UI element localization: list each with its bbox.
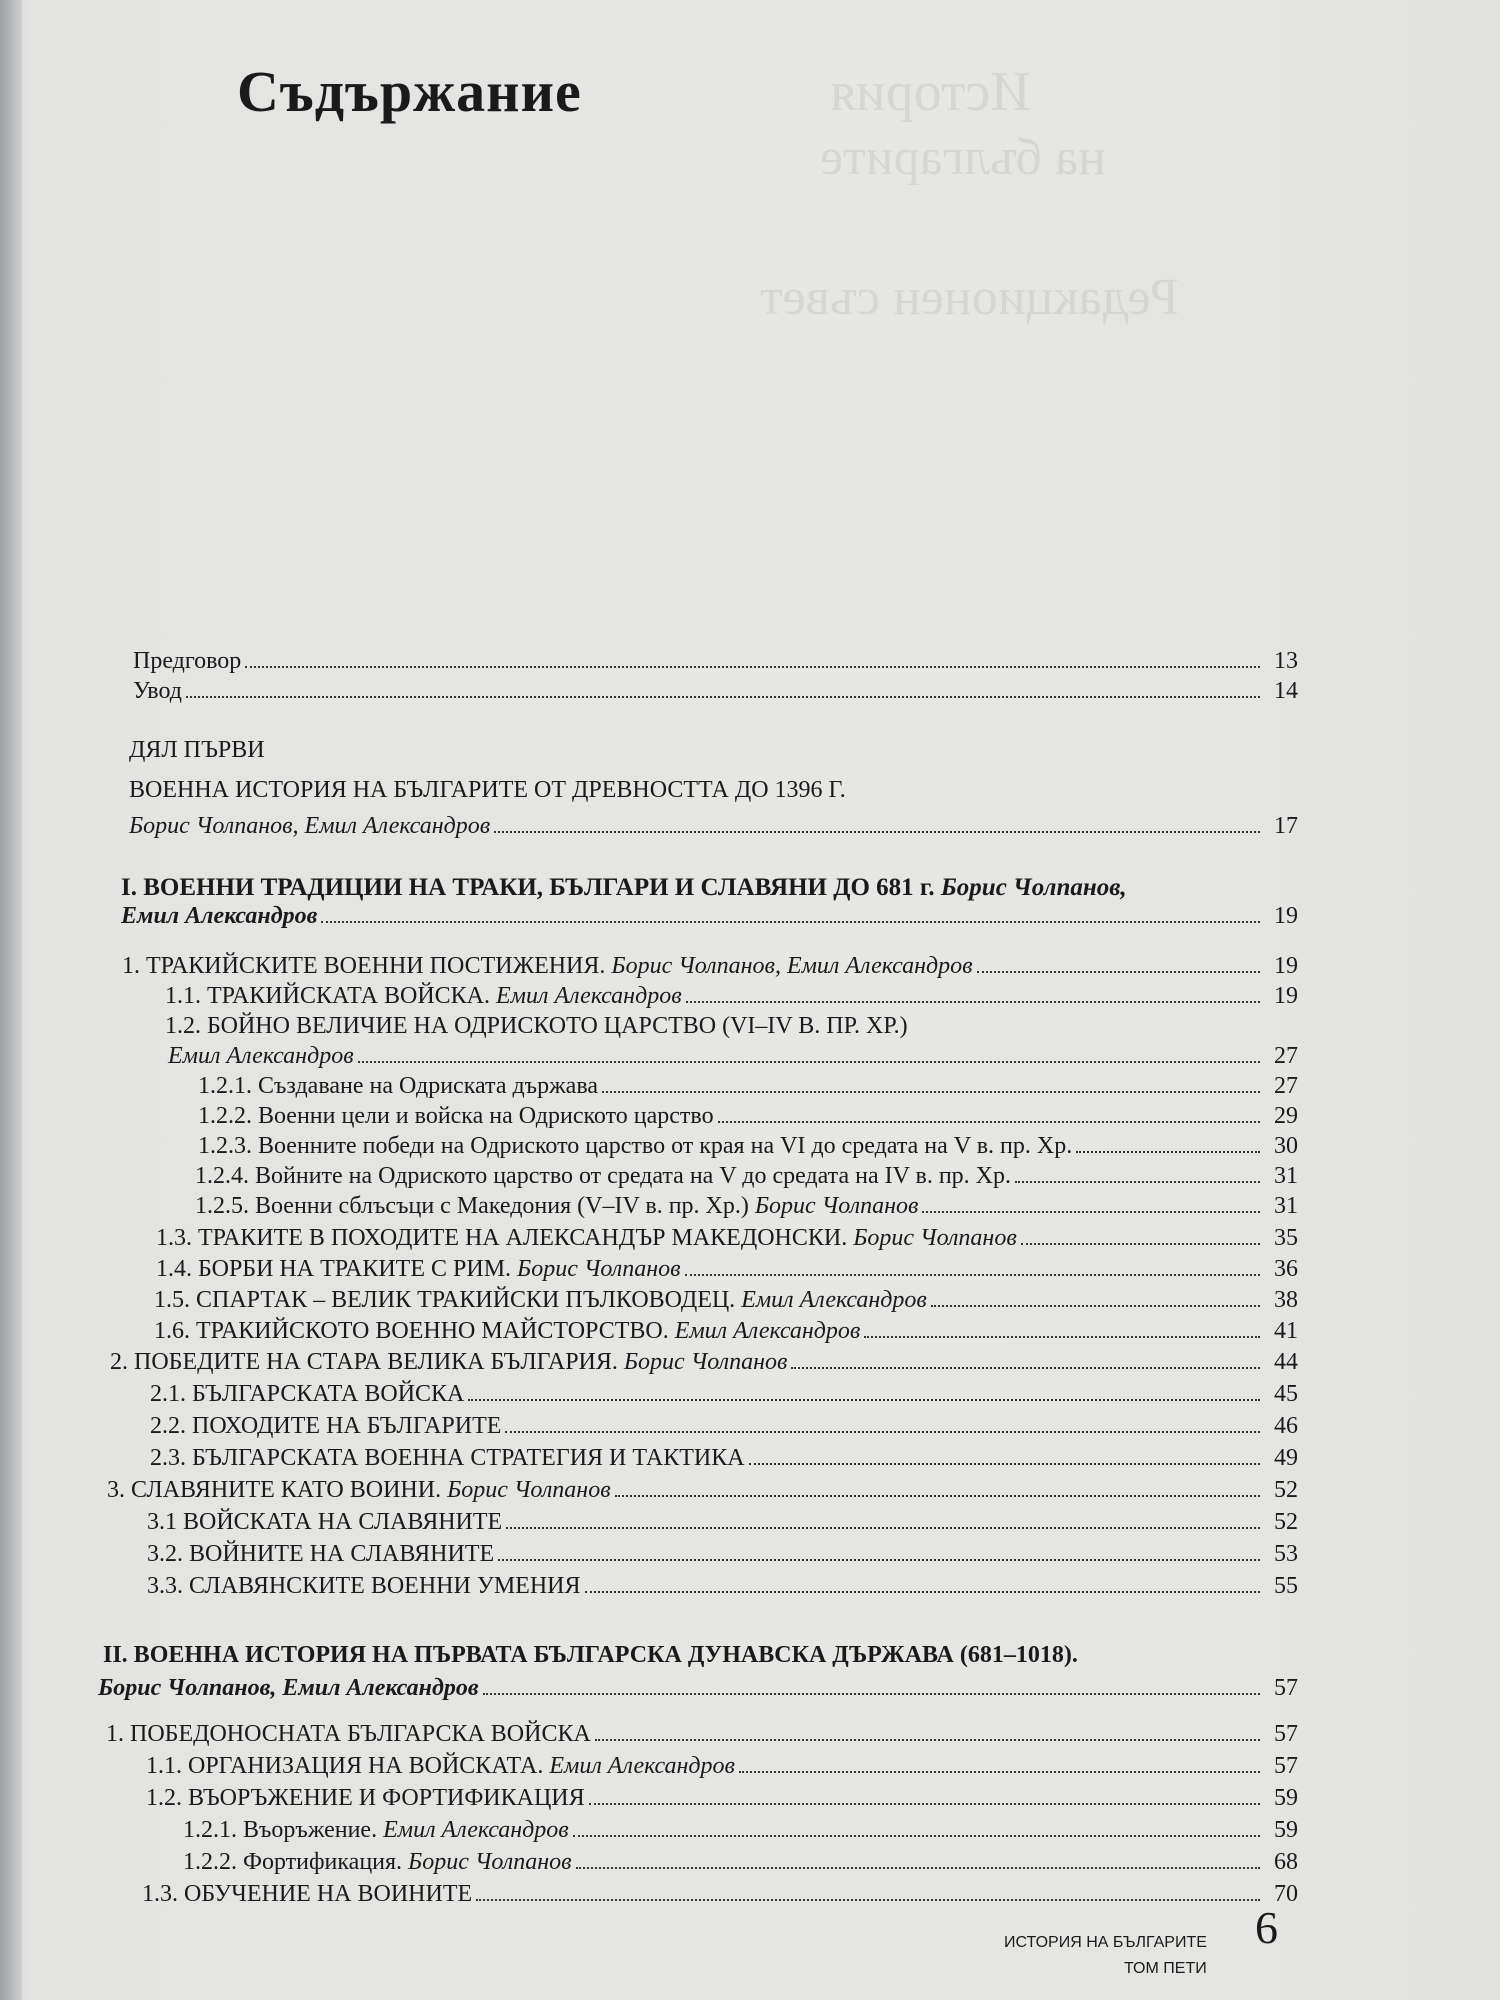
toc-entry-author: Емил Александров xyxy=(549,1753,735,1779)
leader-dots xyxy=(686,1001,1260,1003)
page-number: 29 xyxy=(1274,1103,1298,1129)
leader-dots xyxy=(615,1495,1260,1497)
toc-entry-part1[interactable] xyxy=(129,812,1298,840)
page-number: 57 xyxy=(1274,1753,1298,1779)
toc-entry-3[interactable] xyxy=(107,1476,1298,1504)
toc-entry-author: Емил Александров xyxy=(741,1287,927,1313)
toc-entry-text: 1. ТРАКИЙСКИТЕ ВОЕННИ ПОСТИЖЕНИЯ. xyxy=(122,953,606,979)
page-number: 57 xyxy=(1274,1721,1298,1747)
toc-entry-1-1[interactable] xyxy=(165,982,1298,1010)
chapter-title xyxy=(121,874,1127,902)
toc-entry-author: Борис Чолпанов xyxy=(447,1477,611,1503)
leader-dots xyxy=(749,1463,1260,1465)
toc-entry-text: 3.2. ВОЙНИТЕ НА СЛАВЯНИТЕ xyxy=(147,1541,495,1567)
page-number: 59 xyxy=(1274,1817,1298,1843)
page-number: 68 xyxy=(1274,1849,1298,1875)
toc-entry-f1-1[interactable] xyxy=(146,1752,1298,1780)
leader-dots xyxy=(506,1527,1260,1529)
page-number: 52 xyxy=(1274,1477,1298,1503)
toc-entry-f1-2[interactable] xyxy=(146,1784,1298,1812)
toc-entry-author: Борис Чолпанов xyxy=(754,1193,919,1219)
page-number: 19 xyxy=(1274,953,1298,979)
toc-entry-2[interactable] xyxy=(110,1348,1298,1376)
toc-entry-author: Борис Чолпанов, Емил Александров xyxy=(611,953,973,979)
toc-entry-3-3[interactable] xyxy=(147,1572,1298,1600)
leader-dots xyxy=(922,1211,1260,1213)
toc-entry-2-2[interactable] xyxy=(150,1412,1298,1440)
leader-dots xyxy=(977,971,1260,973)
leader-dots xyxy=(791,1367,1260,1369)
page-number: 19 xyxy=(1274,983,1298,1009)
toc-entry-1-2-5[interactable] xyxy=(195,1192,1298,1220)
toc-entry-2-3[interactable] xyxy=(150,1444,1298,1472)
leader-dots xyxy=(595,1739,1260,1741)
page-number: 27 xyxy=(1274,1073,1298,1099)
toc-entry-text: Увод xyxy=(133,678,182,704)
toc-entry-3-1[interactable] xyxy=(147,1508,1298,1536)
page-title: Съдържание xyxy=(237,59,582,124)
leader-dots xyxy=(494,831,1260,833)
leader-dots xyxy=(321,921,1260,923)
toc-entry-text: 1.5. СПАРТАК – ВЕЛИК ТРАКИЙСКИ ПЪЛКОВОДЕЦ. xyxy=(154,1287,736,1313)
toc-entry-text: 1.2.2. Военни цели и войска на Одриското царство xyxy=(198,1103,714,1129)
toc-entry-text: Предговор xyxy=(133,648,242,674)
toc-entry-chapter-2[interactable] xyxy=(98,1674,1298,1702)
footer-volume: ТОМ ПЕТИ xyxy=(1124,1960,1207,1977)
page-number: 70 xyxy=(1274,1881,1298,1907)
leader-dots xyxy=(1021,1243,1260,1245)
leader-dots xyxy=(505,1431,1260,1433)
toc-entry-predgovor[interactable] xyxy=(133,647,1298,675)
page-number: 17 xyxy=(1274,813,1298,839)
toc-entry-text: 2.3. БЪЛГАРСКАТА ВОЕННА СТРАТЕГИЯ И ТАКТИКА xyxy=(150,1445,745,1471)
leader-dots xyxy=(576,1867,1260,1869)
ghost-line-3: Редакционен съвет xyxy=(760,269,1179,326)
toc-entry-chapter-1[interactable] xyxy=(121,902,1298,930)
toc-entry-author: Емил Александров xyxy=(496,983,682,1009)
toc-entry-1-2-1[interactable] xyxy=(198,1072,1298,1100)
leader-dots xyxy=(483,1693,1260,1695)
page-number: 27 xyxy=(1274,1043,1298,1069)
page-number: 14 xyxy=(1274,678,1298,704)
toc-entry-1-2-3[interactable] xyxy=(198,1132,1298,1160)
toc-entry-author: Борис Чолпанов xyxy=(408,1849,572,1875)
toc-entry-text: 1.2.5. Военни сблъсъци с Македония (V–IV в. пр. Хр.) xyxy=(195,1193,749,1219)
toc-entry-authors: Борис Чолпанов, Емил Александров xyxy=(129,813,491,839)
page-number: 45 xyxy=(1274,1381,1298,1407)
toc-entry-f1-2-1[interactable] xyxy=(183,1816,1298,1844)
leader-dots xyxy=(1015,1181,1260,1183)
leader-dots xyxy=(685,1274,1260,1276)
page-number: 36 xyxy=(1274,1256,1298,1282)
leader-dots xyxy=(476,1899,1260,1901)
chapter-title: II. ВОЕННА ИСТОРИЯ НА ПЪРВАТА БЪЛГАРСКА ДУНАВСКА ДЪРЖАВА (681–1018). xyxy=(103,1642,1078,1668)
toc-entry-text: 2. ПОБЕДИТЕ НА СТАРА ВЕЛИКА БЪЛГАРИЯ. xyxy=(110,1349,618,1375)
leader-dots xyxy=(1076,1151,1260,1153)
toc-entry-text: 1.1. ОРГАНИЗАЦИЯ НА ВОЙСКАТА. xyxy=(146,1753,544,1779)
toc-entry-text: 1.3. ТРАКИТЕ В ПОХОДИТЕ НА АЛЕКСАНДЪР МАКЕДОНСКИ. xyxy=(156,1225,848,1251)
page-number: 13 xyxy=(1274,648,1298,674)
page-number: 41 xyxy=(1274,1318,1298,1344)
toc-entry-author: Емил Александров xyxy=(383,1817,569,1843)
toc-entry-1-2-4[interactable] xyxy=(195,1162,1298,1190)
page-number: 49 xyxy=(1274,1445,1298,1471)
toc-entry-1-6[interactable] xyxy=(154,1317,1298,1345)
toc-entry-text: 3.3. СЛАВЯНСКИТЕ ВОЕННИ УМЕНИЯ xyxy=(147,1573,581,1599)
toc-entry-uvod[interactable] xyxy=(133,677,1298,705)
leader-dots xyxy=(186,696,1260,698)
chapter-author: Емил Александров xyxy=(121,903,318,929)
toc-entry-1-3[interactable] xyxy=(156,1224,1298,1252)
toc-entry-text: 1.2.4. Войните на Одриското царство от средата на V до средата на IV в. пр. Хр. xyxy=(195,1163,1011,1189)
page-number: 35 xyxy=(1274,1225,1298,1251)
toc-entry-f1-2-2[interactable] xyxy=(183,1848,1298,1876)
toc-entry-1[interactable] xyxy=(122,952,1298,980)
toc-entry-author: Борис Чолпанов xyxy=(517,1256,681,1282)
page-number: 31 xyxy=(1274,1193,1298,1219)
ghost-line-1: История xyxy=(830,61,1031,123)
leader-dots xyxy=(718,1121,1260,1123)
toc-entry-text: 1.2.1. Въоръжение. xyxy=(183,1817,378,1843)
toc-entry-text: 1.6. ТРАКИЙСКОТО ВОЕННО МАЙСТОРСТВО. xyxy=(154,1318,669,1344)
toc-entry-1-2-2[interactable] xyxy=(198,1102,1298,1130)
leader-dots xyxy=(245,666,1260,668)
toc-entry-f1-3[interactable] xyxy=(142,1880,1298,1908)
toc-entry-author: Емил Александров xyxy=(674,1318,861,1344)
leader-dots xyxy=(573,1835,1260,1837)
page-number: 30 xyxy=(1274,1133,1298,1159)
page-number: 52 xyxy=(1274,1509,1298,1535)
leader-dots xyxy=(931,1305,1260,1307)
toc-entry-1-2-title: 1.2. БОЙНО ВЕЛИЧИЕ НА ОДРИСКОТО ЦАРСТВО (VI–IV В. ПР. ХР.) xyxy=(165,1013,908,1039)
leader-dots xyxy=(585,1591,1261,1593)
page-number: 44 xyxy=(1274,1349,1298,1375)
page-number: 53 xyxy=(1274,1541,1298,1567)
toc-entry-author: Борис Чолпанов xyxy=(623,1349,788,1375)
toc-entry-1-4[interactable] xyxy=(156,1255,1298,1283)
page-number: 57 xyxy=(1274,1675,1298,1701)
leader-dots xyxy=(468,1399,1260,1401)
toc-entry-author: Борис Чолпанов xyxy=(853,1225,1017,1251)
page-number: 31 xyxy=(1274,1163,1298,1189)
toc-entry-text: 1.2.2. Фортификация. xyxy=(183,1849,403,1875)
chapter-author: Борис Чолпанов, xyxy=(940,874,1127,901)
toc-entry-text: 1.4. БОРБИ НА ТРАКИТЕ С РИМ. xyxy=(156,1256,512,1282)
page-number: 38 xyxy=(1274,1287,1298,1313)
toc-entry-text: 3.1 ВОЙСКАТА НА СЛАВЯНИТЕ xyxy=(147,1509,503,1535)
toc-entry-text: 1.2.3. Военните победи на Одриското царство от края на VI до средата на V в. пр. Хр. xyxy=(198,1133,1073,1159)
toc-entry-1-5[interactable] xyxy=(154,1286,1298,1314)
page-number: 55 xyxy=(1274,1573,1298,1599)
footer-book-title: ИСТОРИЯ НА БЪЛГАРИТЕ xyxy=(1004,1934,1207,1951)
page-number: 46 xyxy=(1274,1413,1298,1439)
ghost-line-2: на българите xyxy=(820,129,1106,186)
toc-entry-author: Емил Александров xyxy=(168,1043,354,1069)
page-number: 59 xyxy=(1274,1785,1298,1811)
page-number: 19 xyxy=(1274,903,1298,929)
footer-page-number: 6 xyxy=(1255,1902,1278,1953)
chapter-author: Борис Чолпанов, Емил Александров xyxy=(98,1675,479,1701)
leader-dots xyxy=(498,1559,1260,1561)
part-heading: ДЯЛ ПЪРВИ xyxy=(129,737,265,763)
leader-dots xyxy=(864,1336,1260,1338)
leader-dots xyxy=(739,1771,1260,1773)
toc-entry-f1[interactable] xyxy=(106,1720,1298,1748)
toc-entry-text: 2.2. ПОХОДИТЕ НА БЪЛГАРИТЕ xyxy=(150,1413,502,1439)
leader-dots xyxy=(589,1803,1260,1805)
toc-entry-1-2[interactable] xyxy=(168,1042,1298,1070)
leader-dots xyxy=(358,1061,1260,1063)
toc-entry-text: 1. ПОБЕДОНОСНАТА БЪЛГАРСКА ВОЙСКА xyxy=(106,1721,591,1747)
toc-entry-text: 1.3. ОБУЧЕНИЕ НА ВОИНИТЕ xyxy=(142,1881,473,1907)
leader-dots xyxy=(602,1091,1260,1093)
toc-entry-text: 1.2. ВЪОРЪЖЕНИЕ И ФОРТИФИКАЦИЯ xyxy=(146,1785,585,1811)
toc-entry-2-1[interactable] xyxy=(150,1380,1298,1408)
part-subheading: ВОЕННА ИСТОРИЯ НА БЪЛГАРИТЕ ОТ ДРЕВНОСТТА ДО 1396 Г. xyxy=(129,777,846,803)
toc-entry-text: 2.1. БЪЛГАРСКАТА ВОЙСКА xyxy=(150,1381,465,1407)
toc-entry-text: 3. СЛАВЯНИТЕ КАТО ВОИНИ. xyxy=(107,1477,442,1503)
toc-entry-3-2[interactable] xyxy=(147,1540,1298,1568)
toc-entry-text: 1.2.1. Създаване на Одриската държава xyxy=(198,1073,598,1099)
chapter-title-text: I. ВОЕННИ ТРАДИЦИИ НА ТРАКИ, БЪЛГАРИ И СЛАВЯНИ ДО 681 г. xyxy=(121,874,935,901)
toc-entry-text: 1.1. ТРАКИЙСКАТА ВОЙСКА. xyxy=(165,983,490,1009)
